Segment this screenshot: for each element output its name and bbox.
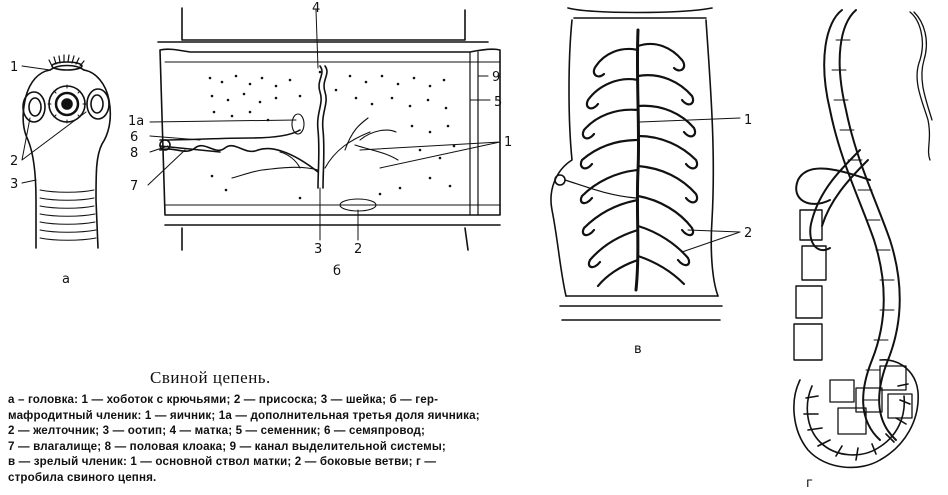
panel-b-callout-3: 3: [314, 242, 323, 257]
sucker-center: [48, 85, 86, 123]
panel-b-callout-4: 4: [312, 1, 321, 16]
panel-b-callout-8: 8: [130, 146, 139, 161]
panel-b-callout-6: 6: [130, 130, 139, 145]
panel-b-label: б: [333, 264, 342, 279]
panel-a-callout-1: 1: [10, 60, 19, 75]
caption-line: 2 — желточник; 3 — оотип; 4 — матка; 5 — семенник; 6 — семяпровод;: [8, 424, 426, 438]
caption-line: в — зрелый членик: 1 — основной ствол матки; 2 — боковые ветви; г —: [8, 455, 437, 469]
panel-b-callout-1a: 1а: [128, 114, 145, 129]
caption-title: Свиной цепень.: [150, 368, 271, 387]
caption-line: мафродитный членик: 1 — яичник; 1а — дополнительная третья доля яичника;: [8, 408, 480, 422]
sucker-right: [87, 89, 109, 119]
panel-a-callout-3: 3: [10, 177, 19, 192]
testes-dots: [209, 71, 456, 200]
panel-c-callout-1: 1: [744, 113, 753, 128]
panel-c-mature-proglottid: [551, 8, 740, 320]
panel-c-label: в: [634, 342, 642, 357]
panel-c-callout-2: 2: [744, 226, 753, 241]
panel-a-callout-2: 2: [10, 154, 19, 169]
caption-line: а – головка: 1 — хоботок с крючьями; 2 — присоска; 3 — шейка; б — гер-: [8, 393, 439, 406]
strobila-coil: [794, 360, 918, 468]
panel-b-callout-5: 5: [494, 95, 503, 110]
caption-line: 7 — влагалище; 8 — половая клоака; 9 — канал выделительной системы;: [8, 439, 446, 453]
panel-b-callout-2: 2: [354, 242, 363, 257]
panel-b-proglottid: [148, 8, 503, 250]
panel-a-scolex: [22, 55, 110, 248]
caption-line: стробила свиного цепня.: [8, 470, 157, 484]
panel-d-strobila: [794, 10, 932, 467]
panel-b-callout-9: 9: [492, 70, 501, 85]
panel-b-callout-7: 7: [130, 179, 139, 194]
sucker-left: [23, 92, 45, 122]
panel-b-callout-1: 1: [504, 135, 513, 150]
caption-body: [8, 392, 628, 486]
panel-a-label: а: [62, 272, 70, 287]
panel-d-label: г: [806, 476, 813, 491]
